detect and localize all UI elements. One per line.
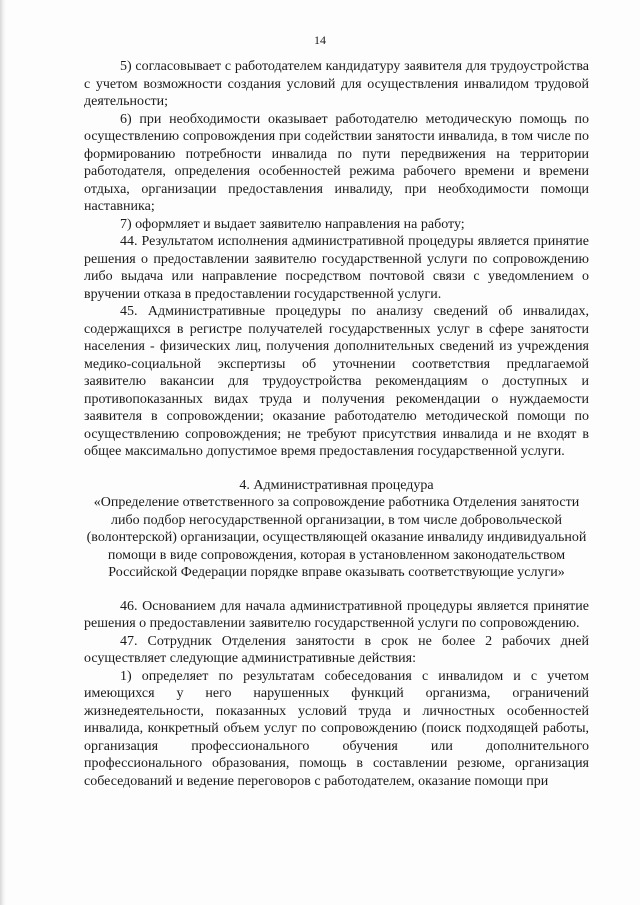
scan-edge-shadow (0, 0, 6, 905)
paragraph-item-6: 6) при необходимости оказывает работодателю методическую помощь по осуществлению сопровождения при содействии занятости инвалида, в том числе по формированию потребности инвалида по пути передвижения на территории работодателя, определения особенностей режима рабочего времени и времени отдыха, организации предоставления инвалиду, при необходимости помощи наставника; (84, 111, 589, 214)
section-heading (84, 477, 589, 582)
document-body (84, 58, 589, 790)
paragraph-item-7: 7) оформляет и выдает заявителю направления на работу; (120, 216, 465, 232)
paragraph-45: 45. Административные процедуры по анализу сведений об инвалидах, содержащихся в регистре получателей государственных услуг в сфере занятости населения - физических лиц, получения дополнительных сведений из учреждения медико-социальной экспертизы об уточнении соответствия предлагаемой заявителю вакансии для трудоустройства рекомендациям о доступных и противопоказанных видах труда и получения рекомендации о нуждаемости заявителя в сопровождении; оказание работодателю методической помощи по осуществлению сопровождения; не требуют присутствия инвалида и не входят в общее максимально допустимое время предоставления государственной услуги. (84, 304, 589, 459)
paragraph-47-item-1: 1) определяет по результатам собеседования с инвалидом и с учетом имеющихся у него нарушенных функций организма, ограничений жизнедеятельности, показанных условий труда и личностных особенностей инвалида, конкретный объем услуг по сопровождению (поиск подходящей работы, организация профессионального обучения или дополнительного профессионального образования, помощь в составлении резюме, организация собеседований и ведение переговоров с работодателем, оказание помощи при (84, 668, 589, 789)
paragraph-item-5: 5) согласовывает с работодателем кандидатуру заявителя для трудоустройства с учетом возможности создания условий для осуществления инвалидом трудовой деятельности; (84, 59, 589, 109)
paragraph-47: 47. Сотрудник Отделения занятости в срок не более 2 рабочих дней осуществляет следующие административные действия: (84, 633, 589, 666)
page-number: 14 (314, 33, 326, 47)
paragraph-46: 46. Основанием для начала административной процедуры является принятие решения о предоставлении заявителю государственной услуги по сопровождению. (84, 598, 589, 631)
section-title: «Определение ответственного за сопровождение работника Отделения занятости либо подбор негосударственной организации, в том числе добровольческой (волонтерской) организации, осуществляющей оказание инвалиду индивидуальной помощи в виде сопровождения, которая в установленном законодательством Российской Федерации порядке вправе оказывать соответствующие услуги» (86, 495, 587, 580)
section-number-title: 4. Административная процедура (239, 477, 434, 493)
paragraph-44: 44. Результатом исполнения административной процедуры является принятие решения о предоставлении заявителю государственной услуги по сопровождению либо выдача или направление посредством почтовой связи с уведомлением о вручении отказа в предоставлении государственной услуги. (84, 234, 589, 302)
